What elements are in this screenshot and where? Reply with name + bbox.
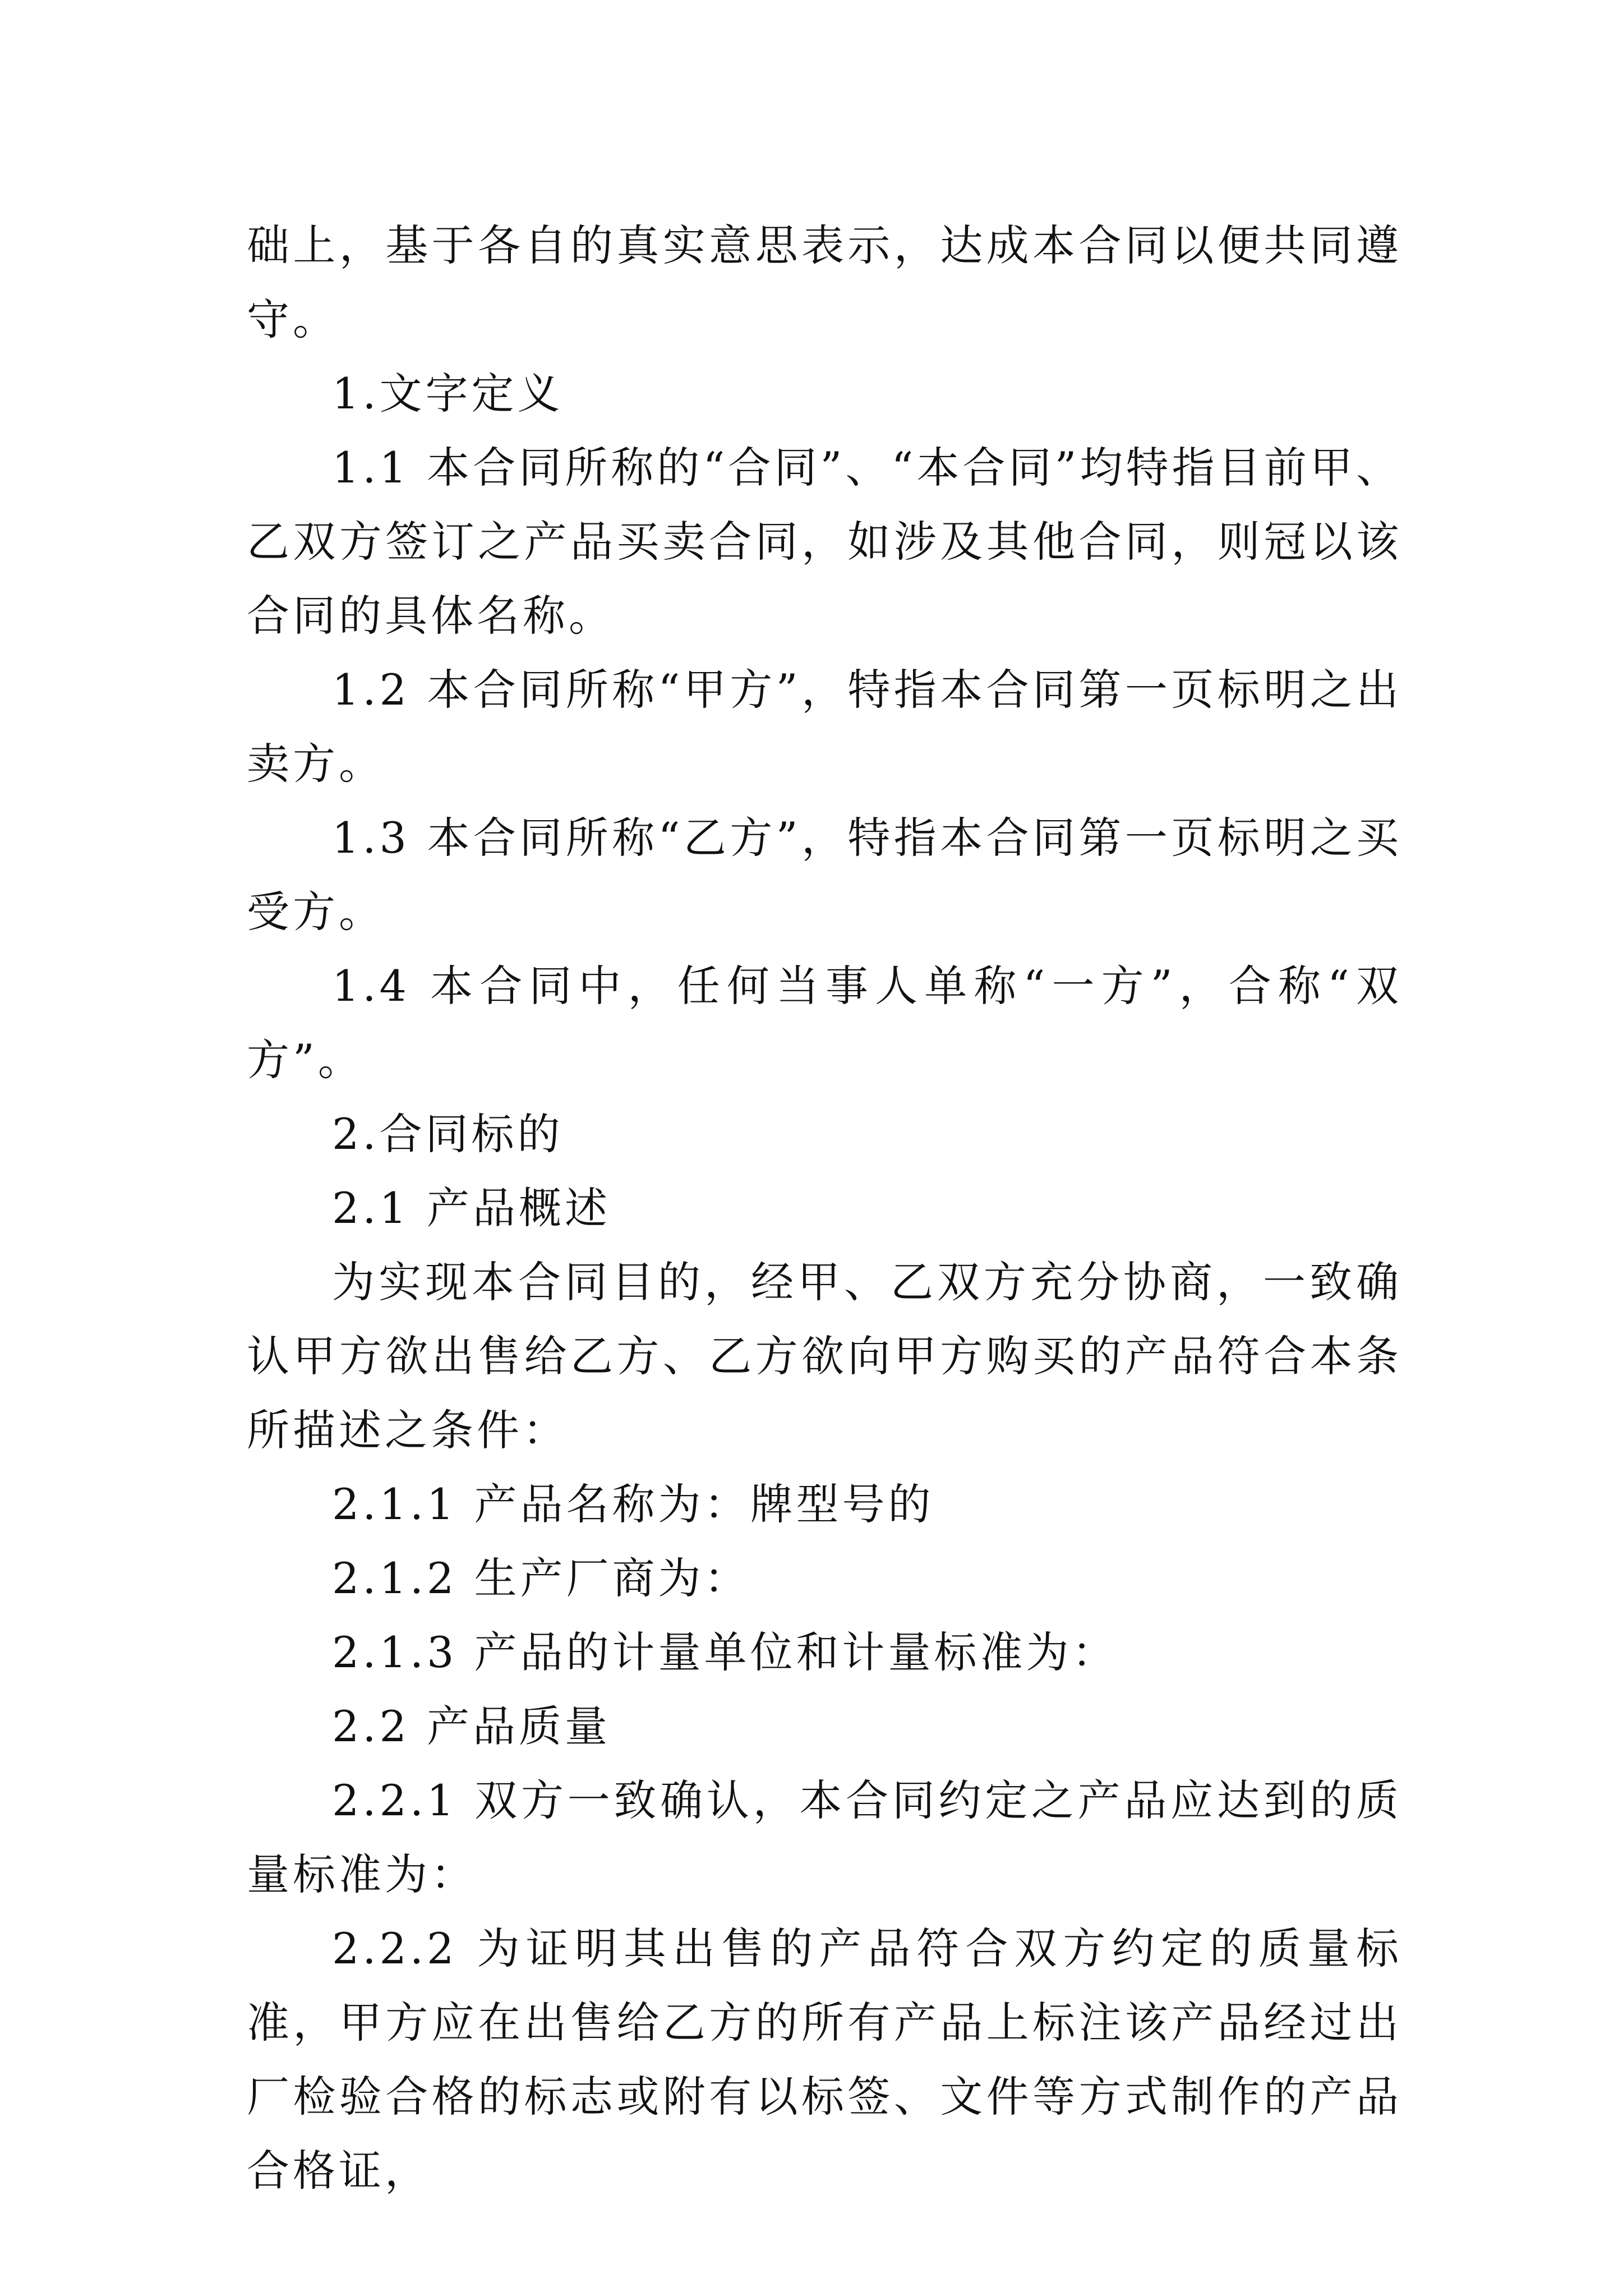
clause-2-1-3: 2.1.3 产品的计量单位和计量标准为： [332,1627,1118,1677]
clause-2-2-1: 2.2.1 双方一致确认，本合同约定之产品应达到的质量标准为： [247,1775,1402,1899]
document-body [247,209,1402,2208]
section-heading-1: 1.文字定义 [332,369,564,418]
clause-2-1-heading: 2.1 产品概述 [332,1183,611,1233]
clause-2-1-2: 2.1.2 生产厂商为： [332,1553,750,1603]
clause-1-4: 1.4 本合同中，任何当事人单称“一方”，合称“双方”。 [247,961,1402,1085]
clause-1-2: 1.2 本合同所称“甲方”，特指本合同第一页标明之出卖方。 [247,665,1402,789]
clause-2-1-1: 2.1.1 产品名称为：牌型号的 [332,1479,934,1529]
clause-2-2-heading: 2.2 产品质量 [332,1701,611,1751]
clause-2-2-2: 2.2.2 为证明其出售的产品符合双方约定的质量标准，甲方应在出售给乙方的所有产品上标注该产品经过出厂检验合格的标志或附有以标签、文件等方式制作的产品合格证， [247,1924,1402,2196]
clause-2-1-body: 为实现本合同目的，经甲、乙双方充分协商，一致确认甲方欲出售给乙方、乙方欲向甲方购买的产品符合本条所描述之条件： [247,1257,1402,1455]
section-heading-2: 2.合同标的 [332,1109,564,1159]
clause-1-1: 1.1 本合同所称的“合同”、“本合同”均特指目前甲、乙双方签订之产品买卖合同，如涉及其他合同，则冠以该合同的具体名称。 [247,443,1402,641]
paragraph-continuation: 础上，基于各自的真实意思表示，达成本合同以便共同遵守。 [247,220,1402,344]
clause-1-3: 1.3 本合同所称“乙方”，特指本合同第一页标明之买受方。 [247,813,1402,937]
